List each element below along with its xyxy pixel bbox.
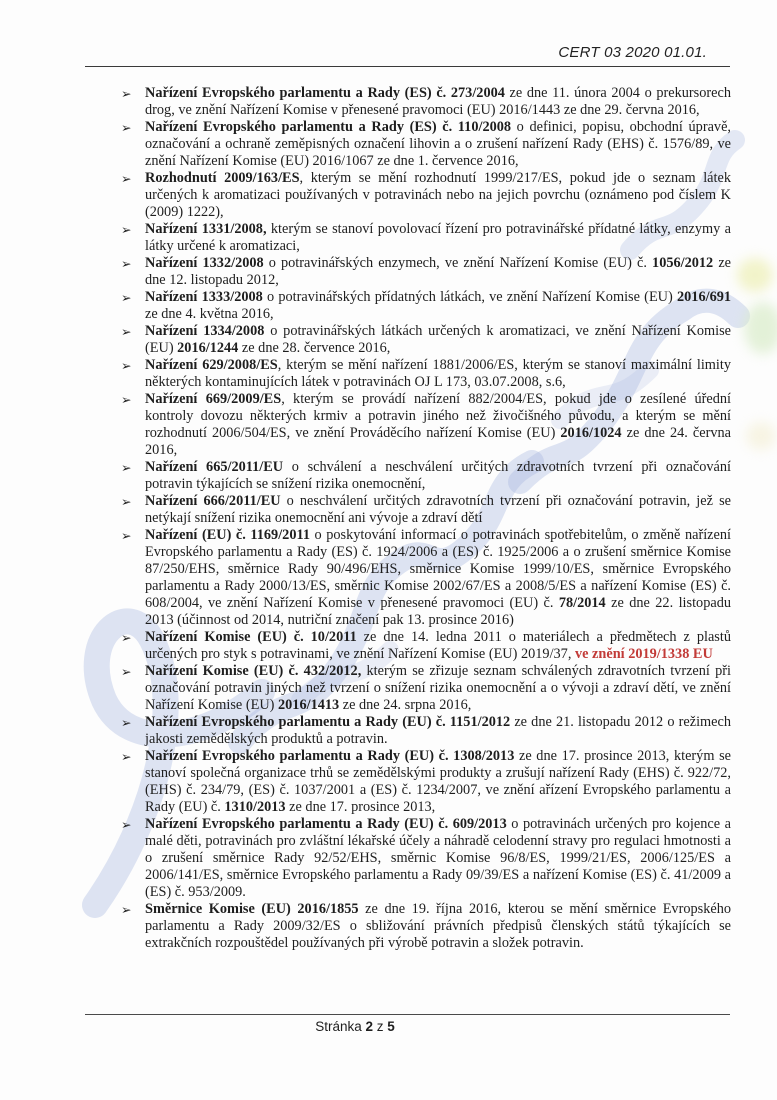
regulation-list-item [121, 119, 731, 170]
arrow-bullet-icon: ➢ [121, 715, 132, 730]
text-segment: 2016/1413 [278, 697, 340, 713]
text-segment: o potravinách určených pro kojence a malé děti, potravinách pro zvláštní lékařské účely a náhradě celodenní stravy pro regulaci hmotnosti a o zrušení směrnice Rady 92/52/EHS, směrnic Komise 96/8/ES, 1999/21/ES, 2006/125/ES a 2006/141/ES, směrnice Evropského parlamentu a Rady 09/39/ES a nařízení Komise (ES) č. 41/2009 a (ES) č. 953/2009. [145, 816, 731, 900]
footer-rule [85, 1014, 730, 1015]
arrow-bullet-icon: ➢ [121, 86, 132, 101]
text-segment: Nařízení (EU) č. 1169/2011 [145, 527, 310, 543]
arrow-bullet-icon: ➢ [121, 902, 132, 917]
text-segment: ze dne 22. listopadu 2013 (účinnost od 2014, nutriční značení pak 13. prosince 2016) [145, 595, 731, 628]
page-number [85, 1019, 625, 1034]
text-segment: Nařízení Komise (EU) č. 10/2011 [145, 629, 357, 645]
arrow-bullet-icon: ➢ [121, 528, 132, 543]
text-segment: 2016/691 [677, 289, 732, 305]
text-segment: Nařízení Evropského parlamentu a Rady (ES) č. 273/2004 [145, 85, 505, 101]
text-segment: ze dne 12. listopadu 2012, [145, 255, 732, 288]
arrow-bullet-icon: ➢ [121, 171, 132, 186]
text-segment: ze dne 17. prosince 2013, kterým se stanoví společná organizace trhů se zemědělskými produkty a zrušují nařízení Rady (EHS) č. 922/72, (EHS) č. 234/79, (ES) č. 1037/2001 a (ES) č. 1234/2007, ve znění ařízení Evropského parlamentu a Rady (EU) č. [145, 748, 731, 815]
arrow-bullet-icon: ➢ [121, 460, 132, 475]
regulation-list-container [121, 85, 731, 952]
scan-artifact [746, 422, 776, 450]
text-segment: Nařízení Evropského parlamentu a Rady (EU) č. 1151/2012 [145, 714, 511, 730]
text-segment: 2 [365, 1019, 373, 1034]
text-segment: Nařízení 1332/2008 [145, 255, 264, 271]
text-segment: Nařízení Evropského parlamentu a Rady (EU) č. 1308/2013 [145, 748, 515, 764]
header-rule [85, 66, 730, 67]
arrow-bullet-icon: ➢ [121, 817, 132, 832]
regulation-list-item [121, 493, 731, 527]
scan-artifact [737, 258, 773, 292]
regulation-list-item [121, 527, 731, 629]
text-segment: o poskytování informací o potravinách spotřebitelům, o změně nařízení Evropského parlamentu a Rady (ES) č. 1924/2006 a (ES) č. 1925/2006 a o zrušení směrnice Komise 87/250/EHS, směrnice Rady 90/496/EHS, směrnice Komise 1999/10/ES, směrnice Evropského parlamentu a Rady 2000/13/ES, směrnic Komise 2002/67/ES a 2008/5/ES a nařízení Komise (ES) č. 608/2004, ve znění Nařízení Komise v přenesené pravomoci (EU) č. [145, 527, 731, 611]
text-segment: ze dne 14. ledna 2011 o materiálech a předmětech z plastů určených pro styk s potravinami, ve znění Nařízení Komise (EU) 2019/37, [145, 629, 731, 662]
text-segment: 2016/1244 [177, 340, 239, 356]
regulation-list-item [121, 629, 731, 663]
regulation-list-item [121, 816, 731, 901]
regulation-list-item [121, 323, 731, 357]
text-segment: z [373, 1019, 388, 1034]
text-segment: o neschválení určitých zdravotních tvrzení při označování potravin, jež se netýkají snížení rizika onemocnění ani vývoje a zdraví dětí [145, 493, 731, 526]
text-segment: kterým se zřizuje seznam schválených zdravotních tvrzení při označování potravin jiných než tvrzení o snížení rizika onemocnění a o vývoji a zdraví dětí, ve znění Nařízení Komise (EU) [145, 663, 732, 713]
arrow-bullet-icon: ➢ [121, 256, 132, 271]
text-segment: Rozhodnutí 2009/163/ES [145, 170, 300, 186]
text-segment: ze dne 24. června 2016, [145, 425, 731, 458]
text-segment: , kterým se provádí nařízení 882/2004/ES, pokud jde o zesílené úřední kontroly dovozu některých krmiv a potravin jiného než živočišného původu, a kterým se mění rozhodnutí 2006/504/ES, ve znění Prováděcího nařízení Komise (EU) [145, 391, 731, 441]
text-segment: Stránka [315, 1019, 366, 1034]
text-segment: ze dne 19. října 2016, kterou se mění směrnice Evropského parlamentu a Rady 2009/32/ES o sbližování právních předpisů členských států týkajících se extrakčních rozpouštědel používaných při výrobě potravin a složek potravin. [145, 901, 731, 951]
amendment-note-red: ve znění 2019/1338 EU [574, 646, 713, 662]
scan-artifact [744, 302, 777, 354]
text-segment: Nařízení Evropského parlamentu a Rady (EU) č. 609/2013 [145, 816, 507, 832]
regulation-list-item [121, 357, 731, 391]
text-segment: Nařízení Evropského parlamentu a Rady (ES) č. 110/2008 [145, 119, 512, 135]
text-segment: Nařízení Komise (EU) č. 432/2012, [145, 663, 362, 679]
text-segment: Nařízení 1331/2008, [145, 221, 267, 237]
text-segment: 2016/1024 [560, 425, 622, 441]
arrow-bullet-icon: ➢ [121, 494, 132, 509]
arrow-bullet-icon: ➢ [121, 290, 132, 305]
text-segment: Nařízení 665/2011/EU [145, 459, 284, 475]
text-segment: 1056/2012 [652, 255, 714, 271]
arrow-bullet-icon: ➢ [121, 324, 132, 339]
text-segment: ze dne 21. listopadu 2012 o režimech jakosti zemědělských produktů a potravin. [145, 714, 731, 747]
text-segment: ze dne 17. prosince 2013, [285, 799, 436, 815]
regulation-list [121, 85, 731, 952]
text-segment: ze dne 24. srpna 2016, [339, 697, 472, 713]
regulation-list-item [121, 255, 731, 289]
text-segment: 78/2014 [558, 595, 606, 611]
regulation-list-item [121, 714, 731, 748]
regulation-list-item [121, 459, 731, 493]
arrow-bullet-icon: ➢ [121, 749, 132, 764]
text-segment: Nařízení 666/2011/EU [145, 493, 281, 509]
text-segment: o potravinářských látkách určených k aromatizaci, ve znění Nařízení Komise (EU) [145, 323, 731, 356]
text-segment: Nařízení 1334/2008 [145, 323, 265, 339]
regulation-list-item [121, 170, 731, 221]
regulation-list-item [121, 391, 731, 459]
arrow-bullet-icon: ➢ [121, 664, 132, 679]
text-segment: o definici, popisu, obchodní úpravě, označování a ochraně zeměpisných označení lihovin a o zrušení nařízení Rady (EHS) č. 1576/89, ve znění Nařízení Komise (EU) 2016/1067 ze dne 1. července 2016, [145, 119, 731, 169]
text-segment: ze dne 28. července 2016, [238, 340, 391, 356]
text-segment: , kterým se mění nařízení 1881/2006/ES, kterým se stanoví maximální limity některých kontaminujících látek v potravinách OJ L 173, 03.07.2008, s.6, [145, 357, 732, 390]
document-code: CERT 03 2020 01.01. [558, 44, 707, 61]
text-segment: Směrnice Komise (EU) 2016/1855 [145, 901, 359, 917]
text-segment: o potravinářských enzymech, ve znění Nařízení Komise (EU) č. [263, 255, 653, 271]
regulation-list-item [121, 289, 731, 323]
text-segment: Nařízení 669/2009/ES [145, 391, 282, 407]
text-segment: Nařízení 629/2008/ES [145, 357, 278, 373]
text-segment: 5 [387, 1019, 395, 1034]
text-segment: o schválení a neschválení určitých zdravotních tvrzení při označování potravin týkajících se snížení rizika onemocnění, [145, 459, 731, 492]
text-segment: 1310/2013 [224, 799, 286, 815]
text-segment: Nařízení 1333/2008 [145, 289, 263, 305]
arrow-bullet-icon: ➢ [121, 630, 132, 645]
text-segment: ze dne 11. února 2004 o prekursorech drog, ve znění Nařízení Komise v přenesené pravomoci (EU) 2016/1443 ze dne 29. června 2016, [145, 85, 731, 118]
text-segment: kterým se stanoví povolovací řízení pro potravinářské přídatné látky, enzymy a látky určené k aromatizaci, [145, 221, 732, 254]
regulation-list-item [121, 85, 731, 119]
arrow-bullet-icon: ➢ [121, 120, 132, 135]
regulation-list-item [121, 663, 731, 714]
regulation-list-item [121, 221, 731, 255]
regulation-list-item [121, 901, 731, 952]
arrow-bullet-icon: ➢ [121, 358, 132, 373]
regulation-list-item [121, 748, 731, 816]
arrow-bullet-icon: ➢ [121, 392, 132, 407]
text-segment: ze dne 4. května 2016, [145, 306, 274, 322]
arrow-bullet-icon: ➢ [121, 222, 132, 237]
text-segment: , kterým se mění rozhodnutí 1999/217/ES, pokud jde o seznam látek určených k aromatizaci používaných v potravinách nebo na jejich povrchu (oznámeno pod číslem K (2009) 1222), [145, 170, 731, 220]
text-segment: o potravinářských přídatných látkách, ve znění Nařízení Komise (EU) [262, 289, 677, 305]
